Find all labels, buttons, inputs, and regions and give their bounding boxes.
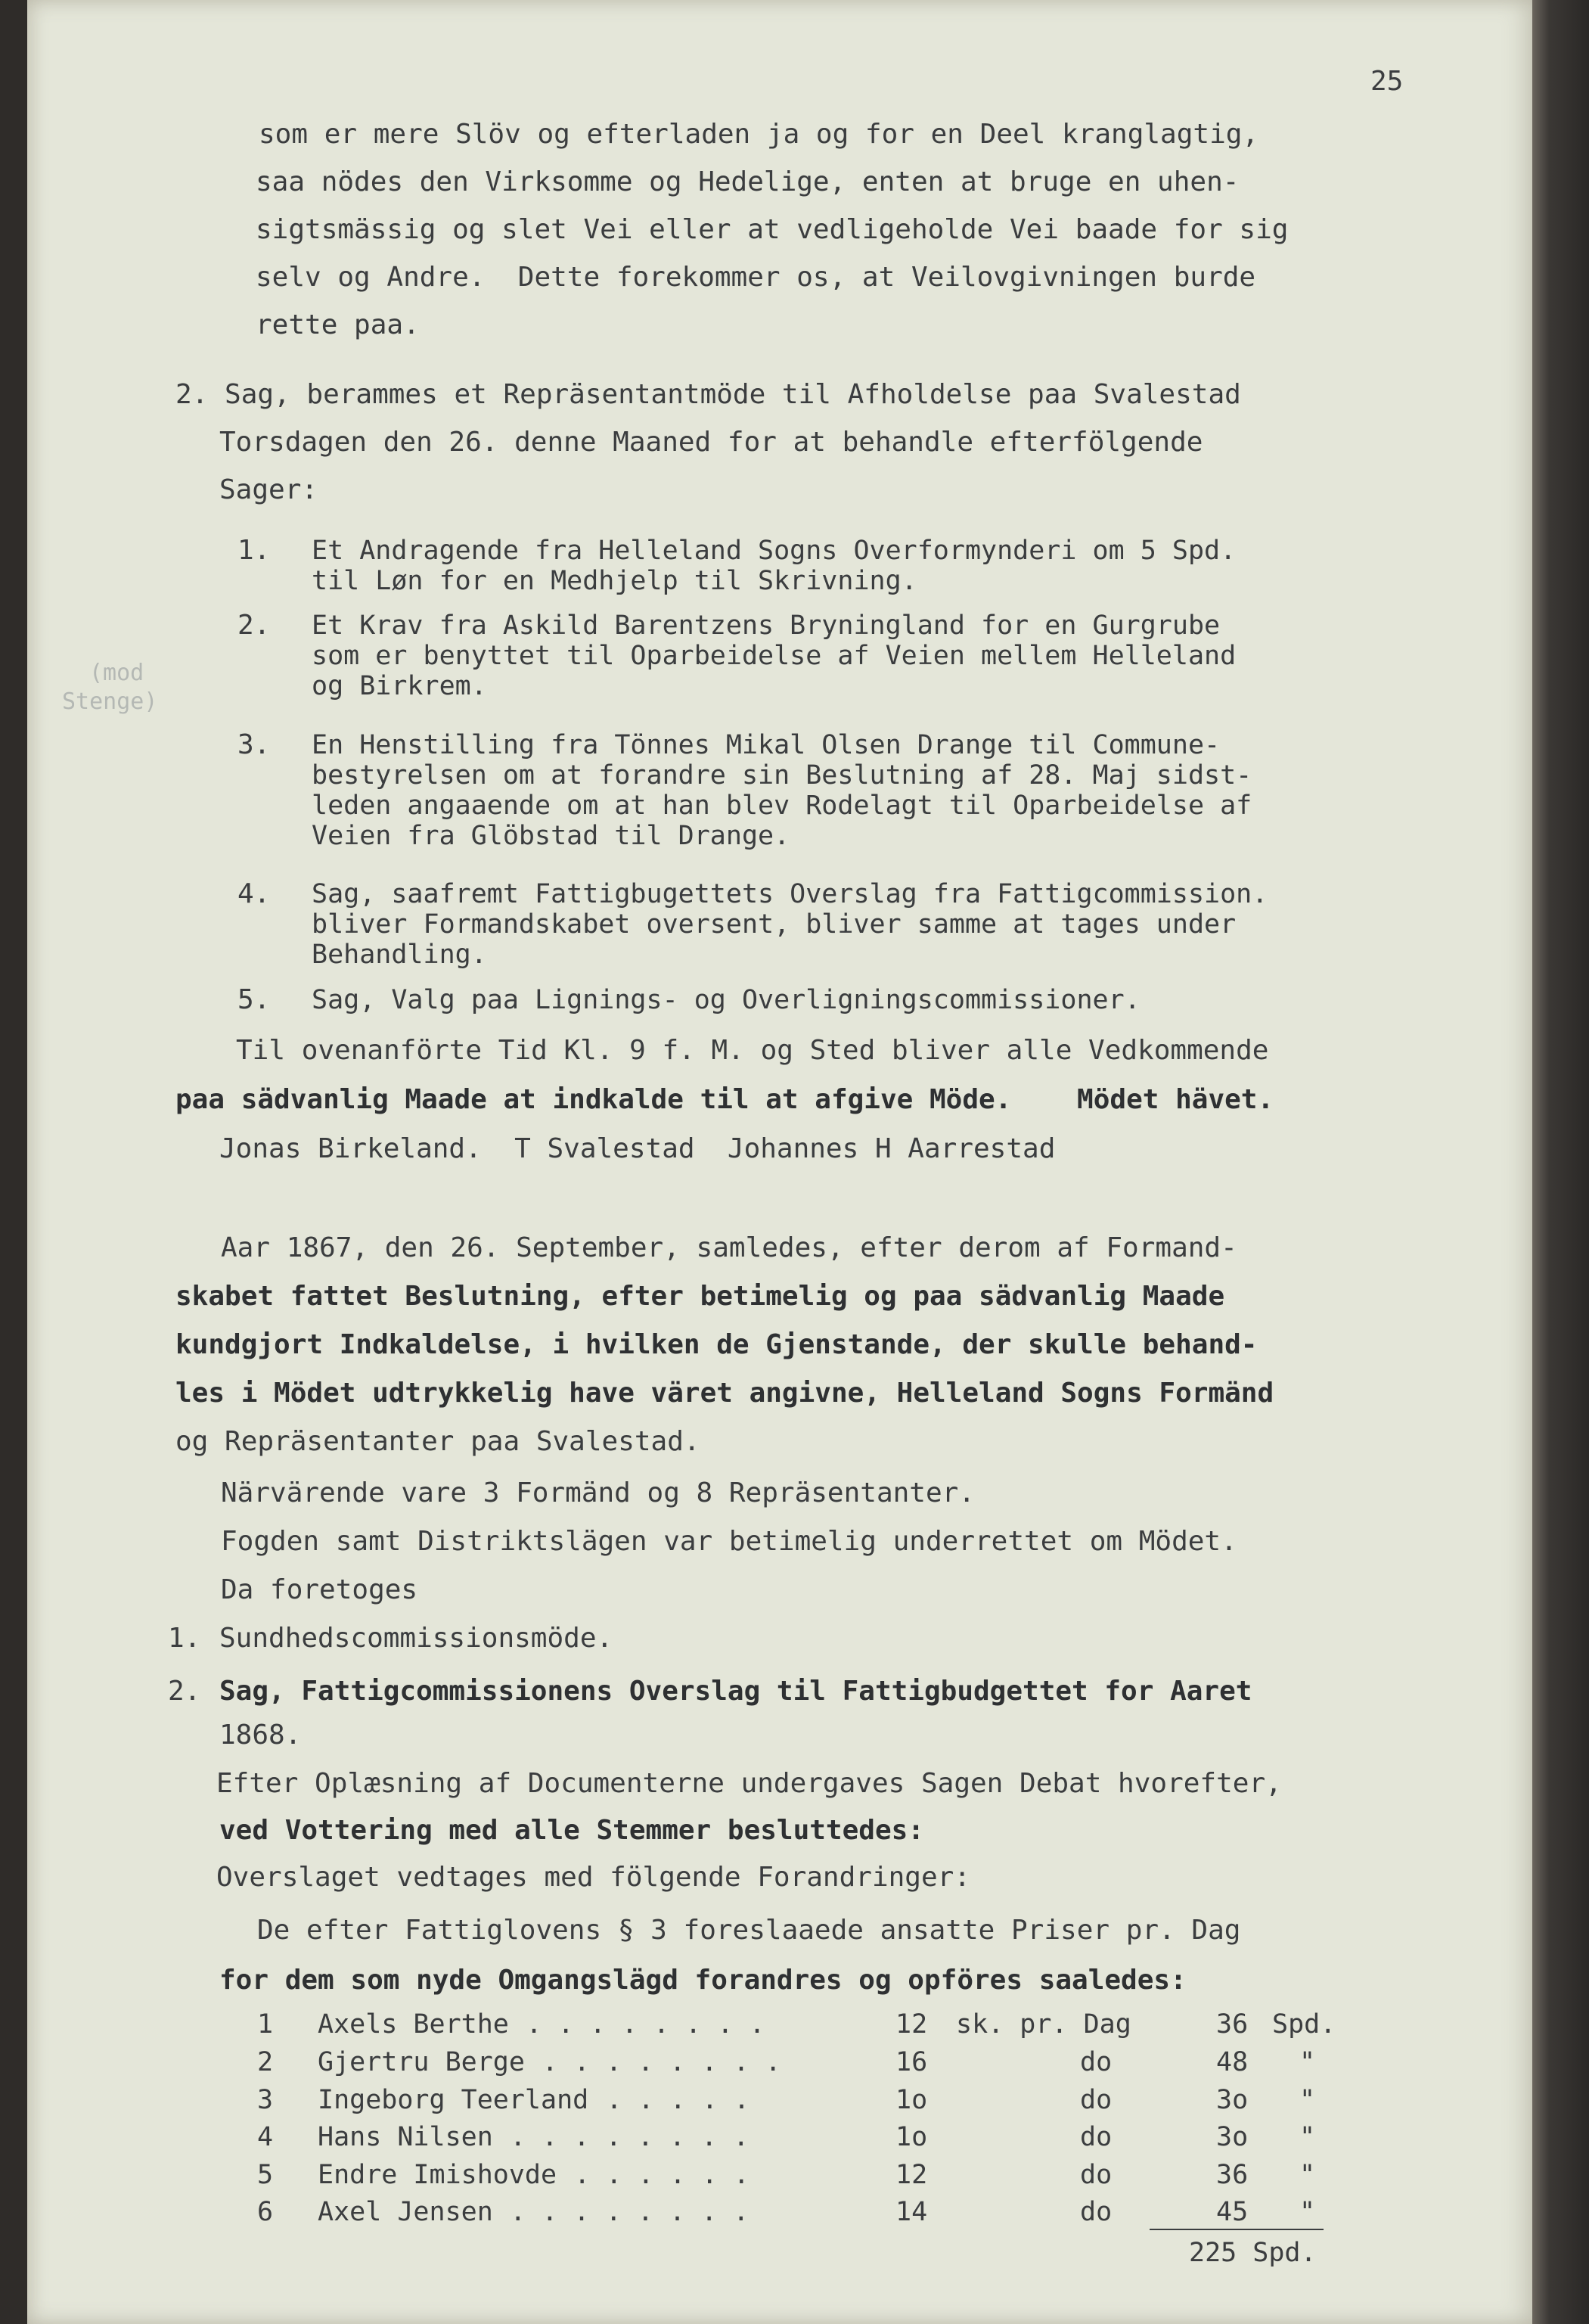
table-row-number: 2 [257,2047,274,2077]
decision-line: Overslaget vedtages med fölgende Forandringer: [216,1862,970,1893]
intro-line: som er mere Slöv og efterladen ja og for en Deel kranglagtig, [259,119,1259,150]
table-row-total: 48 [1216,2047,1249,2077]
margin-note: (mod [89,660,144,686]
attendance-line: Närvärende vare 3 Formänd og 8 Repräsentanter. [221,1477,975,1508]
agenda-item-line: til Løn for en Medhjelp til Skrivning. [312,566,917,596]
margin-note: Stenge) [62,688,158,715]
agenda-item-line: bestyrelsen om at forandre sin Beslutning af 28. Maj sidst- [312,760,1252,791]
table-row-currency: " [1299,2047,1316,2077]
table-row-unit: do [1080,2122,1113,2152]
agenda-item-line: Veien fra Glöbstad til Drange. [312,821,790,851]
table-row-unit: do [1080,2160,1113,2190]
intro-line: selv og Andre. Dette forekommer os, at Veilovgivningen burde [256,262,1256,293]
table-row-unit: do [1080,2047,1113,2077]
table-row-unit: sk. pr. Dag [956,2009,1131,2040]
table-row-skilling: 16 [895,2047,928,2077]
table-row-total: 3o [1216,2122,1249,2152]
agenda-item-line: og Birkrem. [312,671,487,701]
table-row-total: 36 [1216,2160,1249,2190]
price-total: 225 Spd. [1189,2238,1317,2268]
attendance-line: Da foretoges [221,1574,418,1605]
agenda-item-line: Et Krav fra Askild Barentzens Bryningland for en Gurgrube [312,611,1221,641]
table-row-currency: " [1299,2160,1316,2190]
agenda-item-number: 4. [237,878,271,909]
table-row-name: Axel Jensen [318,2197,493,2227]
agenda-item-line: 1868. [219,1720,302,1751]
agenda-item-number: 1. [168,1623,201,1654]
agenda-item-line: bliver Formandskabet oversent, bliver samme at tages under [312,909,1237,940]
table-row-currency: Spd. [1272,2009,1336,2040]
table-row-dots: . . . . . . [558,2160,749,2190]
agenda-item-line: Sundhedscommissionsmöde. [219,1623,613,1654]
meeting-line: Aar 1867, den 26. September, samledes, efter derom af Formand- [221,1232,1237,1263]
table-row-name: Endre Imishovde [318,2160,557,2190]
agenda-item-number: 1. [237,535,271,566]
table-row-unit: do [1080,2197,1113,2227]
table-row-skilling: 1o [895,2122,928,2152]
closing-line: Til ovenanförte Tid Kl. 9 f. M. og Sted bliver alle Vedkommende [236,1035,1269,1066]
agenda-item-number: 5. [237,984,271,1015]
table-row-number: 4 [257,2122,274,2152]
table-row-currency: " [1299,2197,1316,2227]
agenda-item-line: Sag, Fattigcommissionens Overslag til Fattigbudgettet for Aaret [219,1676,1252,1707]
table-row-name: Hans Nilsen [318,2122,493,2152]
attendance-line: Fogden samt Distriktslägen var betimelig underrettet om Mödet. [221,1526,1237,1557]
page-number: 25 [1370,66,1404,97]
table-row-dots: . . . . . . . . [526,2047,781,2077]
table-row-total: 36 [1216,2009,1249,2040]
table-row-skilling: 14 [895,2197,928,2227]
intro-line: rette paa. [256,309,420,340]
table-row-currency: " [1299,2085,1316,2115]
agenda-item-number: 3. [237,729,271,760]
table-row-dots: . . . . . [590,2085,750,2115]
agenda-item-line: Sag, Valg paa Lignings- og Overligningscommissioner. [312,985,1141,1015]
table-row-dots: . . . . . . . . [510,2009,765,2040]
meeting-line: kundgjort Indkaldelse, i hvilken de Gjenstande, der skulle behand- [175,1329,1258,1360]
table-row-currency: " [1299,2122,1316,2152]
sum-rule [1150,2229,1324,2230]
table-row-dots: . . . . . . . . [494,2197,749,2227]
table-row-total: 45 [1216,2197,1249,2227]
agenda-item-line: Et Andragende fra Helleland Sogns Overformynderi om 5 Spd. [312,536,1237,566]
signatures: Jonas Birkeland. T Svalestad Johannes H Aarrestad [219,1133,1056,1164]
table-row-number: 3 [257,2085,274,2115]
table-row-dots: . . . . . . . . [494,2122,749,2152]
agenda-item-number: 2. [237,610,271,641]
closing-line: paa sädvanlig Maade at indkalde til at afgive Möde. Mödet hävet. [175,1084,1274,1115]
agenda-item-number: 2. [168,1676,201,1707]
agenda-heading-line: 2. Sag, berammes et Repräsentantmöde til Afholdelse paa Svalestad [175,379,1241,410]
meeting-line: og Repräsentanter paa Svalestad. [175,1426,700,1457]
meeting-line: skabet fattet Beslutning, efter betimelig og paa sädvanlig Maade [175,1281,1225,1312]
table-row-number: 1 [257,2009,274,2040]
intro-line: saa nödes den Virksomme og Hedelige, enten at bruge en uhen- [256,166,1240,197]
decision-line: for dem som nyde Omgangslägd forandres og opföres saaledes: [219,1965,1187,1996]
meeting-line: les i Mödet udtrykkelig have väret angivne, Helleland Sogns Formänd [175,1378,1274,1409]
decision-line: Efter Oplæsning af Documenterne undergaves Sagen Debat hvorefter, [216,1768,1282,1799]
decision-line: De efter Fattiglovens § 3 foreslaaede ansatte Priser pr. Dag [257,1915,1241,1946]
table-row-name: Gjertru Berge [318,2047,525,2077]
agenda-heading-line: Sager: [219,474,318,505]
table-row-total: 3o [1216,2085,1249,2115]
table-row-name: Ingeborg Teerland [318,2085,589,2115]
table-row-skilling: 12 [895,2160,928,2190]
agenda-item-line: som er benyttet til Oparbeidelse af Veien mellem Helleland [312,641,1237,671]
decision-line: ved Vottering med alle Stemmer besluttedes: [219,1815,924,1846]
table-row-name: Axels Berthe [318,2009,509,2040]
agenda-item-line: Sag, saafremt Fattigbugettets Overslag fra Fattigcommission. [312,879,1268,909]
intro-line: sigtsmässig og slet Vei eller at vedligeholde Vei baade for sig [256,214,1289,245]
table-row-skilling: 12 [895,2009,928,2040]
binding-edge [1532,0,1589,2324]
agenda-heading-line: Torsdagen den 26. denne Maaned for at behandle efterfölgende [219,427,1203,458]
table-row-number: 5 [257,2160,274,2190]
table-row-unit: do [1080,2085,1113,2115]
table-row-skilling: 1o [895,2085,928,2115]
agenda-item-line: Behandling. [312,940,487,970]
agenda-item-line: leden angaaende om at han blev Rodelagt til Oparbeidelse af [312,791,1252,821]
table-row-number: 6 [257,2197,274,2227]
agenda-item-line: En Henstilling fra Tönnes Mikal Olsen Drange til Commune- [312,730,1221,760]
